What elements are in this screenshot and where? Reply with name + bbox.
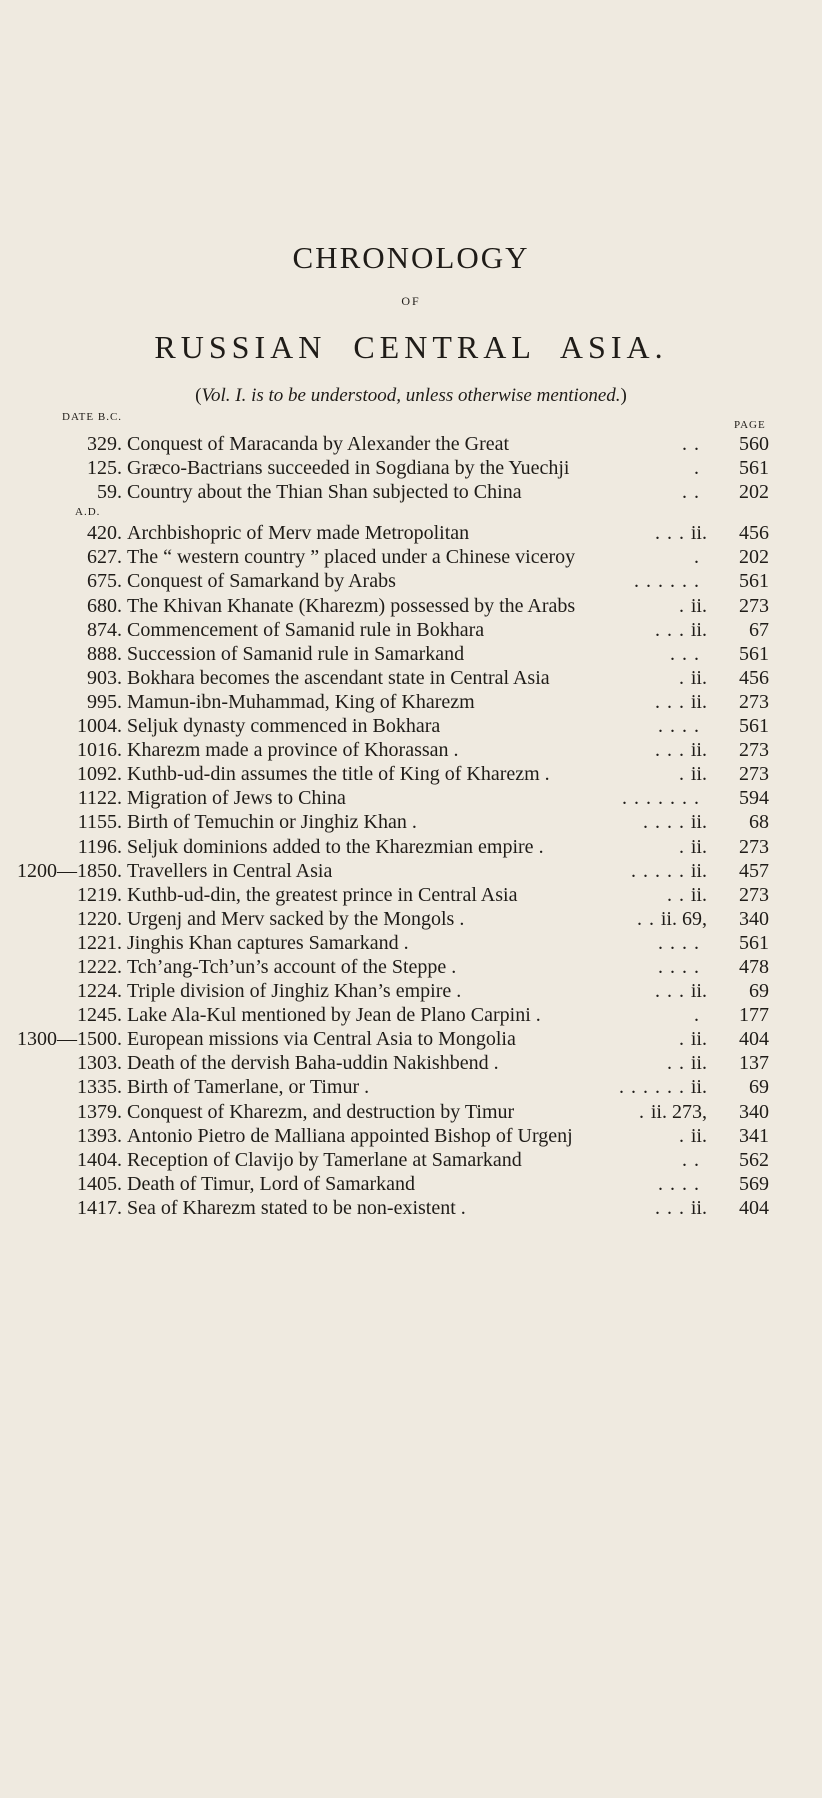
chronology-entry [0, 955, 822, 979]
entry-year: 59. [97, 481, 122, 504]
entry-year: 1404. [77, 1148, 122, 1171]
entry-year: 1219. [77, 883, 122, 906]
entry-leader-dots: . . . . [658, 931, 700, 954]
entry-page: 340 [739, 1100, 769, 1123]
entry-year: 1393. [77, 1124, 122, 1147]
entry-volume: ii. [690, 980, 707, 1003]
date-column-header: DATE B.C. [62, 411, 123, 423]
entry-volume: ii. [690, 690, 707, 713]
entry-volume: ii. [690, 1076, 707, 1099]
chronology-entry [0, 1003, 822, 1027]
entry-year: 1224. [77, 980, 122, 1003]
chronology-entry [0, 714, 822, 738]
entry-event: European missions via Central Asia to Mongolia [127, 1028, 516, 1051]
chronology-entry [0, 1196, 822, 1220]
entry-page: 560 [739, 433, 769, 455]
entry-page: 177 [739, 1004, 769, 1027]
entry-year: 1196. [77, 835, 122, 858]
entry-event: Kuthb-ud-din, the greatest prince in Central Asia [127, 883, 518, 906]
entry-volume: ii. [690, 522, 707, 545]
note-mid: is to be [246, 385, 311, 406]
entry-leader-dots: . . [682, 481, 700, 504]
entry-event: Antonio Pietro de Malliana appointed Bishop of Urgenj [127, 1124, 573, 1147]
volume-note [0, 383, 822, 409]
entry-event: Triple division of Jinghiz Khan’s empire . [127, 980, 462, 1003]
entry-year: 874. [87, 618, 122, 641]
entry-page: 273 [739, 594, 769, 617]
entry-event: Conquest of Kharezm, and destruction by Timur [127, 1100, 515, 1123]
note-open-paren: ( [195, 385, 202, 406]
chronology-entry [0, 883, 822, 907]
entry-volume: ii. [690, 594, 707, 617]
chronology-entry [0, 666, 822, 690]
entry-year: 1200—1850. [17, 859, 122, 882]
entry-year: 1245. [77, 1004, 122, 1027]
note-close-paren: ) [620, 385, 627, 406]
entry-leader-dots: . . [637, 907, 655, 930]
entry-leader-dots: . . . . . . [634, 570, 700, 593]
entry-page: 404 [739, 1196, 769, 1219]
chronology-entry [0, 979, 822, 1003]
entry-page: 137 [739, 1052, 769, 1075]
entry-page: 67 [749, 618, 769, 641]
entry-leader-dots: . . . [655, 980, 685, 1003]
entry-leader-dots: . . . . [658, 1172, 700, 1195]
entry-leader-dots: . [679, 666, 685, 689]
entry-event: Reception of Clavijo by Tamerlane at Samarkand [127, 1148, 522, 1171]
chronology-entry [0, 618, 822, 642]
entry-leader-dots: . . . . . . [619, 1076, 685, 1099]
entry-event: Urgenj and Merv sacked by the Mongols . [127, 907, 465, 930]
entry-page: 478 [739, 955, 769, 978]
entry-year: 1417. [77, 1196, 122, 1219]
entry-page: 68 [749, 811, 769, 834]
entry-volume: ii. [690, 763, 707, 786]
entry-leader-dots: . . . [670, 642, 700, 665]
entry-page: 273 [739, 763, 769, 786]
page-subtitle: RUSSIAN CENTRAL ASIA. [154, 329, 668, 365]
entry-year: 1016. [77, 739, 122, 762]
entry-leader-dots: . . [667, 1052, 685, 1075]
entry-event: Græco-Bactrians succeeded in Sogdiana by the Yuechji [127, 457, 570, 480]
entry-page: 561 [739, 570, 769, 593]
entry-year: 903. [87, 666, 122, 689]
entry-year: 1122. [77, 787, 122, 810]
entry-year: 1092. [77, 763, 122, 786]
entry-leader-dots: . . . . [658, 955, 700, 978]
entry-leader-dots: . [679, 1028, 685, 1051]
entry-event: Succession of Samanid rule in Samarkand [127, 642, 465, 665]
entry-page: 202 [739, 546, 769, 569]
chronology-entry [0, 907, 822, 931]
era-label-ad: A.D. [75, 506, 101, 518]
chronology-entry [0, 642, 822, 666]
entry-volume: ii. [690, 883, 707, 906]
chronology-entry [0, 521, 822, 545]
entry-event: The Khivan Khanate (Kharezm) possessed by the Arabs [127, 594, 576, 617]
entry-year: 1300—1500. [17, 1028, 122, 1051]
entry-leader-dots: . [679, 1124, 685, 1147]
page-column-header: PAGE [734, 419, 766, 431]
entry-leader-dots: . [679, 763, 685, 786]
entry-event: Seljuk dynasty commenced in Bokhara [127, 715, 441, 738]
chronology-entry [0, 1124, 822, 1148]
entry-volume: ii. [690, 859, 707, 882]
entry-year: 1221. [77, 931, 122, 954]
entry-event: Bokhara becomes the ascendant state in Central Asia [127, 666, 550, 689]
entry-page: 561 [739, 642, 769, 665]
entry-year: 995. [87, 690, 122, 713]
entry-event: Birth of Tamerlane, or Timur . [127, 1076, 370, 1099]
entry-page: 273 [739, 690, 769, 713]
entry-event: Lake Ala-Kul mentioned by Jean de Plano Carpini . [127, 1004, 541, 1027]
entry-year: 888. [87, 642, 122, 665]
entry-event: Conquest of Samarkand by Arabs [127, 570, 396, 593]
entry-page: 457 [739, 859, 769, 882]
entry-year: 1155. [77, 811, 122, 834]
entry-page: 341 [739, 1124, 769, 1147]
note-understood: understood, [310, 385, 401, 406]
entry-page: 273 [739, 835, 769, 858]
entry-year: 1004. [77, 715, 122, 738]
entry-leader-dots: . [679, 835, 685, 858]
entry-volume: ii. [690, 666, 707, 689]
entry-event: Archbishopric of Merv made Metropolitan [127, 522, 470, 545]
chronology-entry [0, 1100, 822, 1124]
entry-year: 675. [87, 570, 122, 593]
entry-page: 561 [739, 931, 769, 954]
entry-volume: ii. [690, 811, 707, 834]
chronology-list [0, 432, 822, 1220]
entry-event: Conquest of Maracanda by Alexander the Great [127, 433, 510, 455]
entry-leader-dots: . . . [655, 618, 685, 641]
entry-leader-dots: . . . . . [631, 859, 685, 882]
entry-leader-dots: . . [682, 433, 700, 455]
entry-page: 69 [749, 1076, 769, 1099]
entry-event: Travellers in Central Asia [127, 859, 333, 882]
entry-leader-dots: . . . [655, 690, 685, 713]
entry-year: 125. [87, 457, 122, 480]
entry-leader-dots: . . . [655, 739, 685, 762]
entry-volume: ii. [690, 1196, 707, 1219]
entry-leader-dots: . . . . [658, 715, 700, 738]
entry-page: 561 [739, 715, 769, 738]
entry-event: Kharezm made a province of Khorassan . [127, 739, 459, 762]
note-unless: unless otherwise mentioned. [405, 385, 621, 406]
entry-event: Sea of Kharezm stated to be non-existent . [127, 1196, 466, 1219]
entry-page: 456 [739, 666, 769, 689]
entry-event: The “ western country ” placed under a Chinese viceroy [127, 546, 576, 569]
chronology-entry [0, 1051, 822, 1075]
page-title: CHRONOLOGY [292, 240, 530, 275]
entry-event: Seljuk dominions added to the Kharezmian empire . [127, 835, 544, 858]
entry-leader-dots: . [694, 546, 700, 569]
entry-page: 340 [739, 907, 769, 930]
entry-year: 1335. [77, 1076, 122, 1099]
chronology-entry [0, 1172, 822, 1196]
entry-volume: ii. [690, 739, 707, 762]
chronology-entry [0, 569, 822, 593]
entry-page: 569 [739, 1172, 769, 1195]
entry-leader-dots: . . . . [643, 811, 685, 834]
entry-event: Jinghis Khan captures Samarkand . [127, 931, 409, 954]
entry-leader-dots: . . [682, 1148, 700, 1171]
entry-event: Kuthb-ud-din assumes the title of King of Kharezm . [127, 763, 550, 786]
chronology-entry [0, 690, 822, 714]
chronology-entry [0, 545, 822, 569]
entry-year: 680. [87, 594, 122, 617]
chronology-entry [0, 1075, 822, 1099]
entry-event: Tch’ang-Tch’un’s account of the Steppe . [127, 955, 457, 978]
chronology-entry [0, 432, 822, 456]
entry-event: Death of Timur, Lord of Samarkand [127, 1172, 416, 1195]
chronology-entry [0, 1148, 822, 1172]
entry-year: 329. [87, 433, 122, 455]
chronology-entry [0, 738, 822, 762]
entry-page: 202 [739, 481, 769, 504]
chronology-entry [0, 835, 822, 859]
entry-event: Country about the Thian Shan subjected to China [127, 481, 522, 504]
chronology-entry [0, 480, 822, 504]
chronology-entry [0, 931, 822, 955]
entry-page: 404 [739, 1028, 769, 1051]
entry-event: Migration of Jews to China [127, 787, 346, 810]
chronology-entry [0, 786, 822, 810]
chronology-entry [0, 456, 822, 480]
entry-volume: ii. [690, 835, 707, 858]
entry-volume: ii. [690, 1028, 707, 1051]
entry-event: Death of the dervish Baha-uddin Nakishbend . [127, 1052, 499, 1075]
chronology-entry [0, 859, 822, 883]
entry-page: 273 [739, 739, 769, 762]
entry-year: 1405. [77, 1172, 122, 1195]
entry-volume: ii. 273, [650, 1100, 707, 1123]
entry-volume: ii. 69, [660, 907, 707, 930]
entry-year: 1220. [77, 907, 122, 930]
entry-leader-dots: . [694, 1004, 700, 1027]
chronology-entry [0, 762, 822, 786]
entry-event: Commencement of Samanid rule in Bokhara [127, 618, 485, 641]
entry-event: Mamun-ibn-Muhammad, King of Kharezm [127, 690, 475, 713]
entry-volume: ii. [690, 1124, 707, 1147]
entry-year: 1222. [77, 955, 122, 978]
entry-page: 594 [739, 787, 769, 810]
entry-volume: ii. [690, 1052, 707, 1075]
entry-leader-dots: . . . . . . . [622, 787, 700, 810]
title-connector: OF [401, 294, 421, 308]
entry-volume: ii. [690, 618, 707, 641]
entry-leader-dots: . . . [655, 1196, 685, 1219]
entry-leader-dots: . [639, 1100, 645, 1123]
entry-year: 420. [87, 522, 122, 545]
entry-page: 69 [749, 980, 769, 1003]
entry-page: 561 [739, 457, 769, 480]
entry-year: 1303. [77, 1052, 122, 1075]
chronology-entry [0, 594, 822, 618]
note-volume: Vol. I. [201, 385, 247, 406]
entry-page: 273 [739, 883, 769, 906]
chronology-entry [0, 810, 822, 834]
entry-year: 627. [87, 546, 122, 569]
entry-page: 562 [739, 1148, 769, 1171]
entry-leader-dots: . [679, 594, 685, 617]
entry-leader-dots: . . . [655, 522, 685, 545]
chronology-entry [0, 1027, 822, 1051]
entry-leader-dots: . [694, 457, 700, 480]
entry-page: 456 [739, 522, 769, 545]
entry-event: Birth of Temuchin or Jinghiz Khan . [127, 811, 417, 834]
entry-year: 1379. [77, 1100, 122, 1123]
entry-leader-dots: . . [667, 883, 685, 906]
